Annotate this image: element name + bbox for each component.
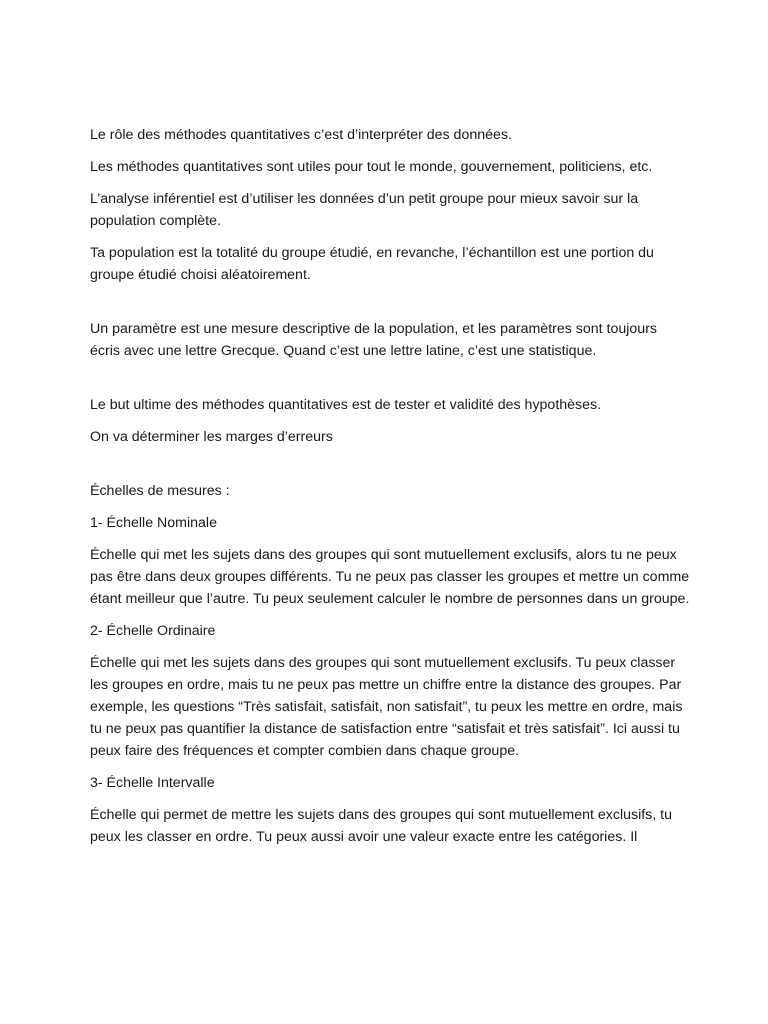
paragraph-parameter: Un paramètre est une mesure descriptive de la population, et les paramètres sont toujours écris avec une lettre Grecque. Quand c’est une lettre latine, c’est une statistique. <box>90 321 658 359</box>
paragraph-interval: Échelle qui permet de mettre les sujets dans des groupes qui sont mutuellement exclusifs, tu peux les classer en ordre. Tu peux aussi avoir une valeur exacte entre les catégories. Il <box>90 807 672 845</box>
paragraph-goal: Le but ultime des méthodes quantitatives est de tester et validité des hypothèses. <box>90 397 602 413</box>
paragraph-margins: On va déterminer les marges d’erreurs <box>90 429 333 445</box>
heading-scales: Échelles de mesures : <box>90 483 230 499</box>
heading-nominal: 1- Échelle Nominale <box>90 515 217 531</box>
document-page <box>90 124 690 858</box>
heading-interval: 3- Échelle Intervalle <box>90 775 215 791</box>
paragraph-utility: Les méthodes quantitatives sont utiles pour tout le monde, gouvernement, politiciens, etc. <box>90 159 653 175</box>
paragraph-ordinal: Échelle qui met les sujets dans des groupes qui sont mutuellement exclusifs. Tu peux classer les groupes en ordre, mais tu ne peux pas mettre un chiffre entre la distance des groupes. Par exemple, les questions “Très satisfait, satisfait, non satisfait”, tu peux les mettre en ordre, mais tu ne peux pas quantifier la distance de satisfaction entre “satisfait et très satisfait”. Ici aussi tu peux faire des fréquences et compter combien dans chaque groupe. <box>90 655 683 759</box>
paragraph-role: Le rôle des méthodes quantitatives c’est d’interpréter des données. <box>90 127 512 143</box>
paragraph-inferential: L’analyse inférentiel est d’utiliser les données d’un petit groupe pour mieux savoir sur la population complète. <box>90 191 639 229</box>
paragraph-population: Ta population est la totalité du groupe étudié, en revanche, l’échantillon est une portion du groupe étudié choisi aléatoirement. <box>90 245 654 283</box>
heading-ordinal: 2- Échelle Ordinaire <box>90 623 216 639</box>
paragraph-nominal: Échelle qui met les sujets dans des groupes qui sont mutuellement exclusifs, alors tu ne peux pas être dans deux groupes différents. Tu ne peux pas classer les groupes et mettre un comme étant meilleur que l’autre. Tu peux seulement calculer le nombre de personnes dans un groupe. <box>90 547 690 607</box>
